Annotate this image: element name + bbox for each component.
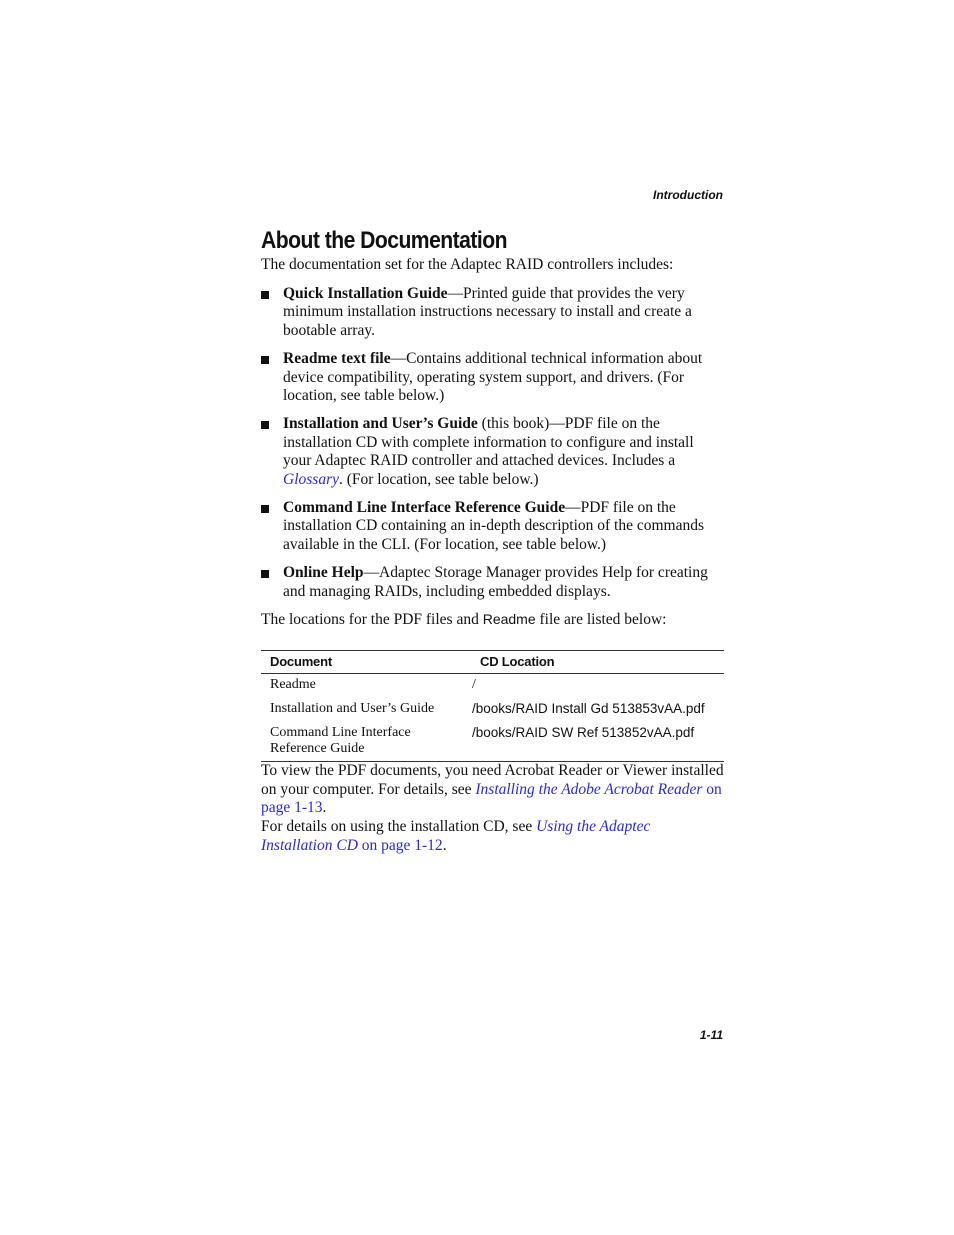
acrobat-paragraph (261, 762, 724, 818)
link-page: on page 1-13 (261, 780, 722, 817)
acrobat-text-end: . (322, 799, 327, 817)
list-item-readme (261, 350, 724, 406)
table-header-row (261, 650, 724, 673)
page-content (261, 226, 724, 855)
list-item-online-help (261, 564, 724, 601)
locations-paragraph (261, 610, 724, 630)
locations-text-end: file are listed below: (535, 611, 667, 629)
cell-location: /books/RAID SW Ref 513852vAA.pdf (472, 724, 695, 740)
running-head: Introduction (653, 188, 723, 202)
square-bullet-icon (261, 356, 269, 364)
cell-document-line: Command Line Interface (270, 724, 411, 740)
list-item-quick-install (261, 285, 724, 341)
locations-text: The locations for the PDF files and (261, 611, 483, 629)
cd-text-end: . (442, 836, 447, 854)
cell-location: / (472, 676, 476, 692)
square-bullet-icon (261, 291, 269, 299)
acrobat-text: To view the PDF documents, you need Acrobat Reader or Viewer installed on your computer. For details, see (261, 761, 724, 798)
list-item-text: —Printed guide that provides the very minimum installation instructions necessary to install and create a bootable array. (283, 284, 692, 340)
page-title: About the Documentation (261, 227, 507, 254)
cell-document (261, 721, 471, 762)
document-locations-table (261, 650, 724, 762)
table-row (261, 673, 724, 697)
list-item-text-end: . (For location, see table below.) (338, 471, 539, 489)
square-bullet-icon (261, 505, 269, 513)
intro-paragraph: The documentation set for the Adaptec RAID controllers includes: (261, 256, 674, 273)
page-number: 1-11 (699, 1028, 723, 1042)
list-item-text: —PDF file on the installation CD containing an in-depth description of the commands available in the CLI. (For location, see table below.) (283, 498, 704, 554)
installation-cd-paragraph (261, 818, 724, 855)
cell-location: /books/RAID Install Gd 513853vAA.pdf (472, 700, 705, 716)
square-bullet-icon (261, 570, 269, 578)
list-item-term: Installation and User’s Guide (283, 414, 478, 432)
column-header-cd-location: CD Location (471, 650, 724, 673)
cell-document-line: Reference Guide (270, 740, 365, 756)
link-title: Using the Adaptec Installation CD (261, 818, 651, 854)
list-item-text: —Contains additional technical information about device compatibility, operating system support, and drivers. (For location, see table below.) (283, 349, 703, 405)
list-item-text: —Adaptec Storage Manager provides Help for creating and managing RAIDs, including embedded displays. (283, 563, 708, 600)
list-item-text: (this book)—PDF file on the installation CD with complete information to configure and install your Adaptec RAID controller and attached devices. Includes a (283, 414, 694, 470)
cd-text: For details on using the installation CD, see (261, 818, 537, 836)
square-bullet-icon (261, 421, 269, 429)
glossary-link[interactable]: Glossary (283, 471, 339, 489)
link-page: on page 1-12 (357, 836, 443, 854)
readme-filename: Readme (482, 611, 536, 628)
list-item-cli-guide (261, 499, 724, 555)
documentation-list (261, 285, 724, 602)
column-header-document: Document (261, 650, 471, 673)
list-item-term: Command Line Interface Reference Guide (283, 498, 566, 516)
list-item-users-guide (261, 415, 724, 490)
cell-document: Readme (270, 676, 316, 692)
list-item-term: Readme text file (283, 349, 391, 367)
link-title: Installing the Adobe Acrobat Reader (475, 780, 703, 798)
list-item-term: Quick Installation Guide (283, 284, 448, 302)
cell-document: Installation and User’s Guide (270, 700, 435, 716)
list-item-term: Online Help (283, 563, 364, 581)
table-row (261, 721, 724, 762)
table-row (261, 697, 724, 721)
